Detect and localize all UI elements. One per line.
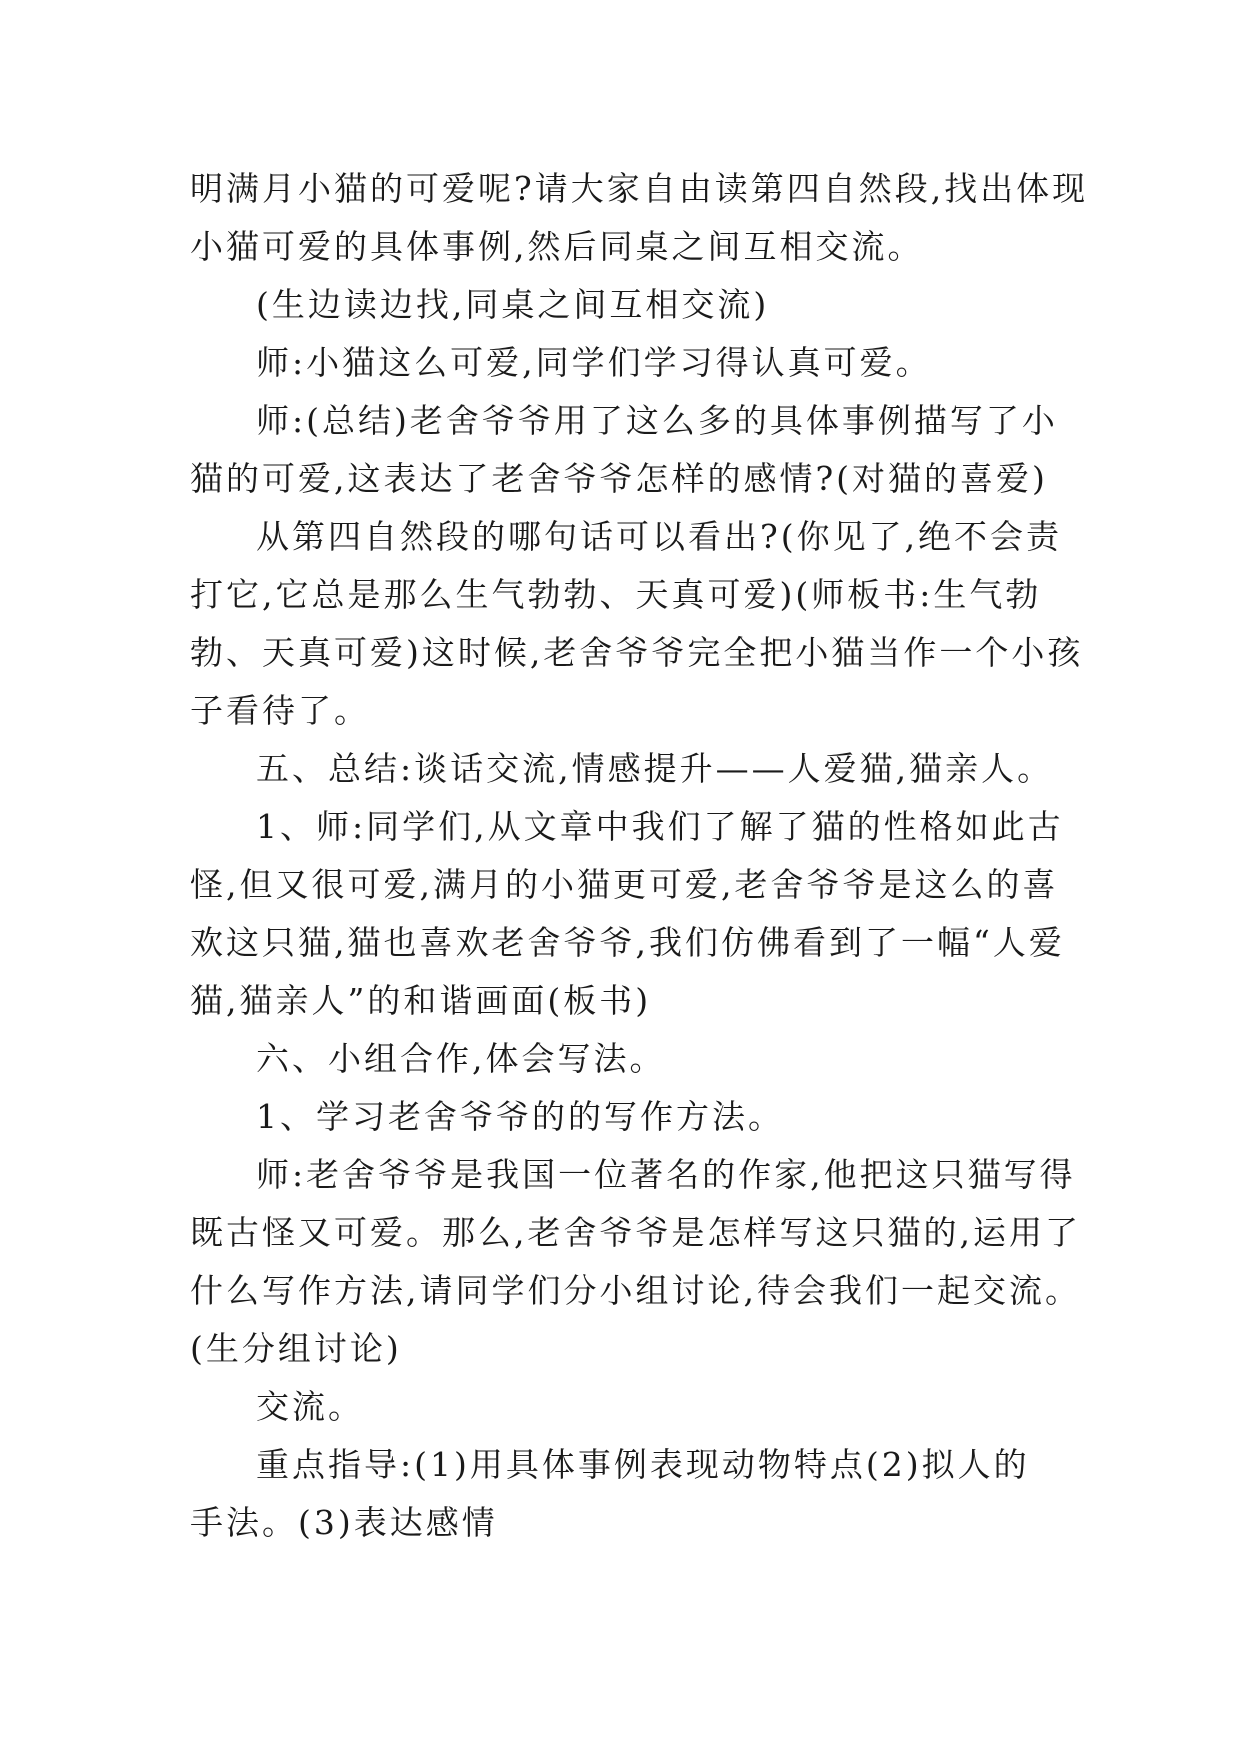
- text-line: 子看待了。: [190, 691, 370, 730]
- text-line: 明满月小猫的可爱呢?请大家自由读第四自然段,找出体现: [190, 169, 1089, 208]
- text-line: 既古怪又可爱。那么,老舍爷爷是怎样写这只猫的,运用了: [190, 1213, 1081, 1252]
- section-heading: 五、总结:谈话交流,情感提升——人爱猫,猫亲人。: [256, 749, 1054, 788]
- text-line: (生边读边找,同桌之间互相交流): [256, 285, 770, 324]
- text-line: 猫,猫亲人”的和谐画面(板书): [190, 981, 652, 1020]
- text-line: 什么写作方法,请同学们分小组讨论,待会我们一起交流。: [190, 1271, 1081, 1310]
- text-line: 1、师:同学们,从文章中我们了解了猫的性格如此古: [256, 807, 1064, 846]
- section-heading: 六、小组合作,体会写法。: [256, 1039, 666, 1078]
- text-line: (生分组讨论): [190, 1329, 402, 1368]
- text-line: 打它,它总是那么生气勃勃、天真可爱)(师板书:生气勃: [190, 575, 1042, 614]
- text-line: 手法。(3)表达感情: [190, 1503, 498, 1542]
- text-line: 师:(总结)老舍爷爷用了这么多的具体事例描写了小: [256, 401, 1058, 440]
- text-line: 猫的可爱,这表达了老舍爷爷怎样的感情?(对猫的喜爱): [190, 459, 1048, 498]
- text-line: 交流。: [256, 1387, 364, 1426]
- text-line: 重点指导:(1)用具体事例表现动物特点(2)拟人的: [256, 1445, 1030, 1484]
- text-line: 小猫可爱的具体事例,然后同桌之间互相交流。: [190, 227, 924, 266]
- document-body: [190, 160, 1089, 1552]
- text-line: 1、学习老舍爷爷的的写作方法。: [256, 1097, 784, 1136]
- text-line: 怪,但又很可爱,满月的小猫更可爱,老舍爷爷是这么的喜: [190, 865, 1059, 904]
- text-line: 师:小猫这么可爱,同学们学习得认真可爱。: [256, 343, 932, 382]
- text-line: 勃、天真可爱)这时候,老舍爷爷完全把小猫当作一个小孩: [190, 633, 1084, 672]
- text-line: 欢这只猫,猫也喜欢老舍爷爷,我们仿佛看到了一幅“人爱: [190, 923, 1065, 962]
- text-line: 从第四自然段的哪句话可以看出?(你见了,绝不会责: [256, 517, 1063, 556]
- text-line: 师:老舍爷爷是我国一位著名的作家,他把这只猫写得: [256, 1155, 1076, 1194]
